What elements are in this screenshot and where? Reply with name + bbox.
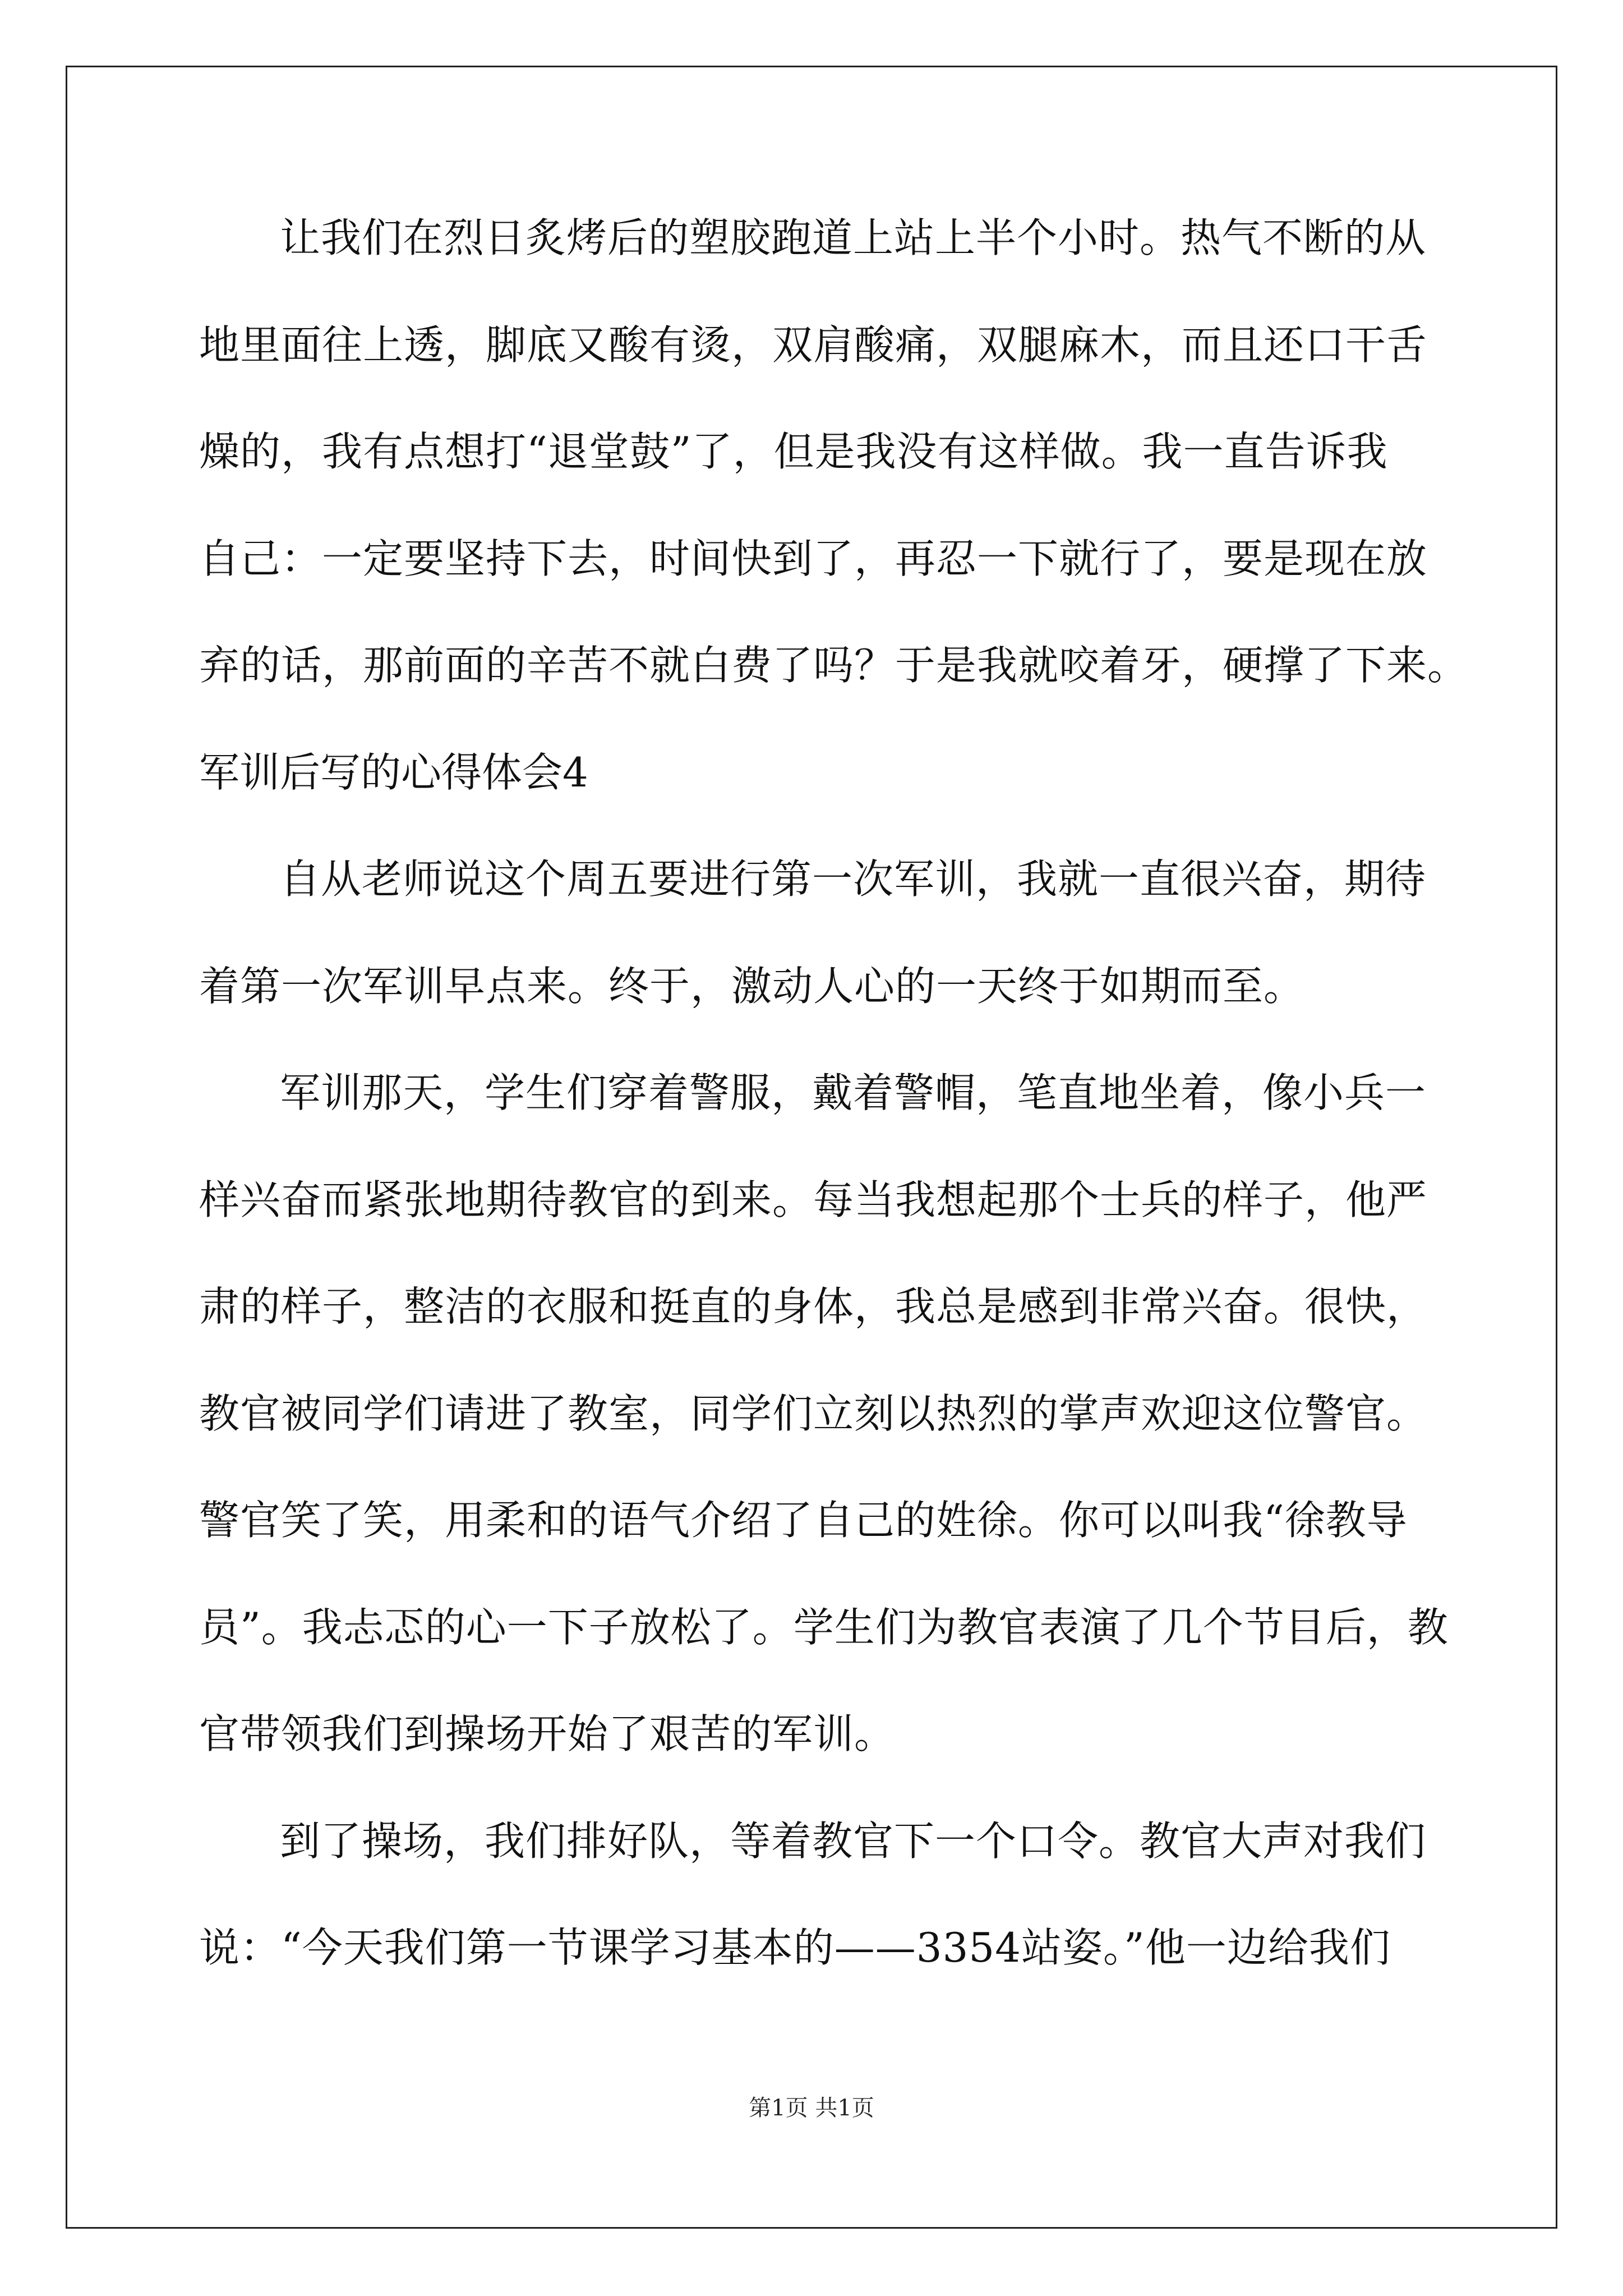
text-line: 着第一次军训早点来。终于，激动人心的一天终于如期而至。: [199, 962, 1305, 1010]
text-line: 地里面往上透，脚底又酸有烫，双肩酸痛，双腿麻木，而且还口干舌: [199, 321, 1428, 369]
text-line: 自从老师说这个周五要进行第一次军训，我就一直很兴奋，期待: [280, 855, 1427, 903]
document-body: [199, 214, 1469, 2035]
text-line: 到了操场，我们排好队，等着教官下一个口令。教官大声对我们: [280, 1817, 1427, 1865]
text-line: 官带领我们到操场开始了艰苦的军训。: [199, 1710, 896, 1757]
text-line: 教官被同学们请进了教室，同学们立刻以热烈的掌声欢迎这位警官。: [199, 1389, 1428, 1437]
text-line: 警官笑了笑，用柔和的语气介绍了自己的姓徐。你可以叫我“徐教导: [199, 1497, 1408, 1544]
text-line: 弃的话，那前面的辛苦不就白费了吗？于是我就咬着牙，硬撑了下来。: [199, 642, 1469, 689]
text-line: 肃的样子，整洁的衣服和挺直的身体，我总是感到非常兴奋。很快，: [199, 1283, 1428, 1330]
text-line: 自己：一定要坚持下去，时间快到了，再忍一下就行了，要是现在放: [199, 535, 1428, 582]
text-line: 让我们在烈日炙烤后的塑胶跑道上站上半个小时。热气不断的从: [280, 214, 1427, 261]
page-footer: 第1页 共1页: [749, 2095, 874, 2121]
text-line: 员”。我忐忑的心一下子放松了。学生们为教官表演了几个节目后，教: [199, 1603, 1449, 1651]
text-line: 样兴奋而紧张地期待教官的到来。每当我想起那个士兵的样子，他严: [199, 1176, 1428, 1223]
text-line: 军训那天，学生们穿着警服，戴着警帽，笔直地坐着，像小兵一: [280, 1069, 1427, 1116]
section-heading: 军训后写的心得体会4: [199, 748, 588, 796]
text-line: 说：“今天我们第一节课学习基本的——3354站姿。”他一边给我们: [199, 1924, 1391, 1971]
text-line: 燥的，我有点想打“退堂鼓”了，但是我没有这样做。我一直告诉我: [199, 428, 1388, 475]
